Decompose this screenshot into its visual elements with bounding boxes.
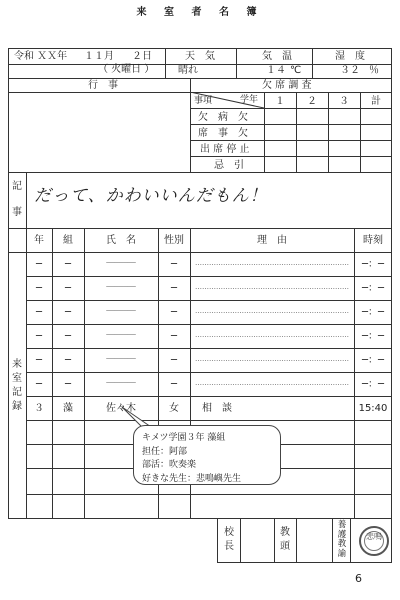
row-5-time: ─：─ [361, 355, 385, 366]
date-weekday: （ 火曜日 ） [98, 64, 155, 75]
col-class: 組 [63, 235, 73, 246]
grade-2: ２ [307, 96, 317, 107]
grade-3: ３ [339, 96, 349, 107]
absence-item-sick: 病 欠 [218, 112, 248, 123]
row-5-name: ─────── [106, 355, 136, 363]
humidity-label: 湿 度 [335, 51, 365, 62]
row-3-name: ─────── [106, 307, 136, 315]
row-7-year: ３ [34, 403, 44, 414]
row-3-year: ─ [35, 307, 43, 318]
record-side-3: 記 [12, 387, 22, 398]
row-1-reason: ………………………………………………………… [195, 260, 349, 267]
principal-label-2: 長 [224, 541, 234, 552]
weather-label: 天 気 [185, 51, 215, 62]
col-year: 年 [34, 235, 44, 246]
absence-item-mourning: 忌 引 [214, 160, 244, 171]
humidity-value: ３２ [340, 65, 360, 76]
humidity-unit: ％ [369, 65, 379, 76]
row-1-year: ─ [35, 259, 43, 270]
absence-group-1: 欠 [198, 112, 208, 123]
temperature-unit: ℃ [290, 65, 302, 76]
col-sex: 性別 [164, 235, 184, 246]
grade-1: １ [275, 96, 285, 107]
record-side-2: 室 [12, 373, 22, 384]
events-label: 行 事 [88, 80, 118, 91]
page-number: 6 [355, 572, 362, 585]
row-4-name: ─────── [106, 331, 136, 339]
note-line-teacher: 担任：阿部 [142, 446, 188, 457]
row-2-name: ─────── [106, 283, 136, 291]
row-2-year: ─ [35, 283, 43, 294]
row-2-sex: ─ [170, 283, 178, 294]
row-7-name: 佐々木 [106, 403, 136, 414]
date-era-year: 令和 ＸＸ年 [14, 51, 68, 62]
memo-label-bottom: 事 [12, 207, 22, 218]
row-2-reason: ………………………………………………………… [195, 284, 349, 291]
row-6-reason: ………………………………………………………… [195, 380, 349, 387]
date-day: ２日 [132, 51, 152, 62]
row-1-time: ─：─ [361, 259, 385, 270]
nurse-seal [359, 526, 389, 556]
row-6-sex: ─ [170, 379, 178, 390]
date-month: １１月 [84, 51, 114, 62]
row-4-reason: ………………………………………………………… [195, 332, 349, 339]
attendance-header-left: 事項 [194, 96, 213, 106]
row-3-reason: ………………………………………………………… [195, 308, 349, 315]
attendance-header-right: 学年 [240, 95, 259, 105]
attendance-title: 欠 席 調 査 [262, 80, 312, 91]
row-3-time: ─：─ [361, 307, 385, 318]
row-3-class: ─ [64, 307, 72, 318]
col-time: 時刻 [363, 235, 383, 246]
row-7-class: 藻 [63, 403, 73, 414]
row-4-class: ─ [64, 331, 72, 342]
row-6-class: ─ [64, 379, 72, 390]
student-note-bubble [133, 425, 281, 485]
row-5-reason: ………………………………………………………… [195, 356, 349, 363]
row-5-class: ─ [64, 355, 72, 366]
row-2-class: ─ [64, 283, 72, 294]
row-7-sex: 女 [169, 403, 179, 414]
vice-label-1: 教 [280, 527, 290, 538]
row-6-name: ─────── [106, 379, 136, 387]
record-side-4: 録 [12, 401, 22, 412]
memo-label-top: 記 [12, 181, 22, 192]
row-6-year: ─ [35, 379, 43, 390]
note-line-class: キメツ学園３年 藻組 [142, 433, 226, 443]
row-1-name: ─────── [106, 259, 136, 267]
record-side-1: 来 [12, 359, 22, 370]
grade-total: 計 [371, 96, 381, 107]
row-1-sex: ─ [170, 259, 178, 270]
col-reason: 理 由 [257, 235, 287, 246]
nurse-label: 養護教諭 [337, 520, 347, 559]
row-5-sex: ─ [170, 355, 178, 366]
row-7-time: 15:40 [358, 403, 388, 414]
absence-item-personal: 事 欠 [218, 128, 248, 139]
absence-group-2: 席 [198, 128, 208, 139]
page-title: 来 室 者 名 簿 [136, 7, 264, 18]
row-7-reason: 相 談 [202, 403, 232, 414]
weather-value: 晴れ [178, 65, 198, 76]
temperature-label: 気 温 [262, 51, 292, 62]
memo-text: だって、かわいいんだもん！ [34, 186, 268, 206]
row-2-time: ─：─ [361, 283, 385, 294]
row-4-time: ─：─ [361, 331, 385, 342]
col-name: 氏 名 [106, 235, 136, 246]
temperature-value: １４ [266, 65, 286, 76]
row-3-sex: ─ [170, 307, 178, 318]
note-line-club: 部活：吹奏楽 [142, 460, 197, 470]
vice-label-2: 頭 [280, 541, 290, 552]
principal-label-1: 校 [224, 527, 234, 538]
row-5-year: ─ [35, 355, 43, 366]
absence-item-suspension: 出 席 停 止 [200, 144, 250, 155]
row-4-year: ─ [35, 331, 43, 342]
row-1-class: ─ [64, 259, 72, 270]
row-6-time: ─：─ [361, 379, 385, 390]
row-4-sex: ─ [170, 331, 178, 342]
note-line-favorite: 好きな先生：悲鳴嶼先生 [142, 473, 242, 484]
seal-text: 悲鳴 [364, 531, 384, 551]
